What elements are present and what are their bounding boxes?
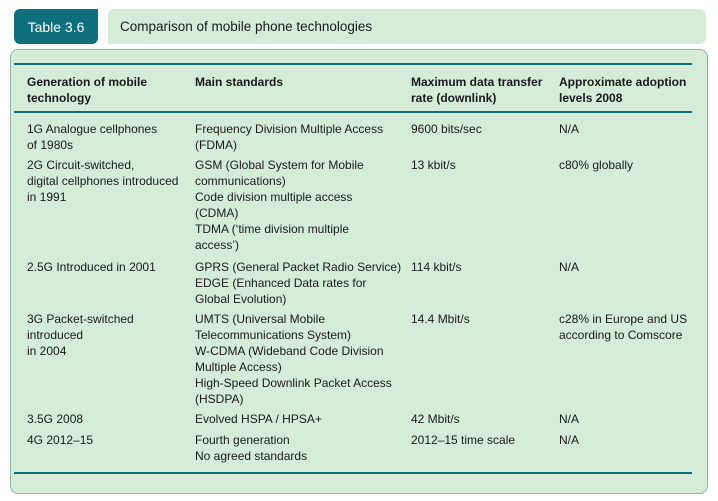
row-4g-generation: 4G 2012–15 — [27, 433, 94, 447]
header-standards: Main standards — [195, 75, 284, 89]
row-2g-generation: 2G Circuit-switched, digital cellphones introduced in 1991 — [27, 158, 179, 204]
row-2-5g-generation: 2.5G Introduced in 2001 — [27, 260, 156, 274]
row-4g-adoption: N/A — [559, 433, 580, 447]
row-1g-standards: Frequency Division Multiple Access (FDMA) — [195, 122, 384, 152]
row-3g-adoption: c28% in Europe and US according to Comscore — [559, 312, 688, 342]
row-3g-rate: 14.4 Mbit/s — [411, 312, 470, 326]
row-4g-rate: 2012–15 time scale — [411, 433, 516, 447]
table-title-text: Comparison of mobile phone technologies — [120, 19, 373, 34]
table-number-tag: Table 3.6 — [14, 9, 98, 44]
row-3g-generation: 3G Packet-switched introduced in 2004 — [27, 312, 134, 358]
row-3-5g-adoption: N/A — [559, 412, 580, 426]
row-2g-rate: 13 kbit/s — [411, 158, 456, 172]
bottom-rule — [14, 472, 692, 474]
row-2-5g-adoption: N/A — [559, 260, 580, 274]
header-adoption: Approximate adoption levels 2008 — [559, 75, 687, 105]
row-4g-standards: Fourth generation No agreed standards — [195, 433, 308, 463]
header-generation: Generation of mobile technology — [27, 75, 148, 105]
header-rate: Maximum data transfer rate (downlink) — [411, 75, 543, 105]
row-3-5g-rate: 42 Mbit/s — [411, 412, 460, 426]
table-title — [108, 9, 706, 44]
row-2g-standards: GSM (Global System for Mobile communications) Code division multiple access (CDMA) TDMA (‘time division multiple access’) — [195, 158, 364, 252]
top-rule — [14, 63, 692, 65]
row-2-5g-rate: 114 kbit/s — [411, 260, 462, 274]
row-2g-adoption: c80% globally — [559, 158, 634, 172]
row-3g-standards: UMTS (Universal Mobile Telecommunications System) W-CDMA (Wideband Code Division Multiple Access) High-Speed Downlink Packet Access (HSDPA) — [195, 312, 392, 406]
row-2-5g-standards: GPRS (General Packet Radio Service) EDGE (Enhanced Data rates for Global Evolution) — [195, 260, 402, 306]
row-3-5g-generation: 3.5G 2008 — [27, 412, 84, 426]
header-rule — [14, 111, 692, 113]
row-1g-rate: 9600 bits/sec — [411, 122, 482, 136]
row-1g-adoption: N/A — [559, 122, 580, 136]
row-1g-generation: 1G Analogue cellphones of 1980s — [27, 122, 158, 152]
row-3-5g-standards: Evolved HSPA / HPSA+ — [195, 412, 322, 426]
